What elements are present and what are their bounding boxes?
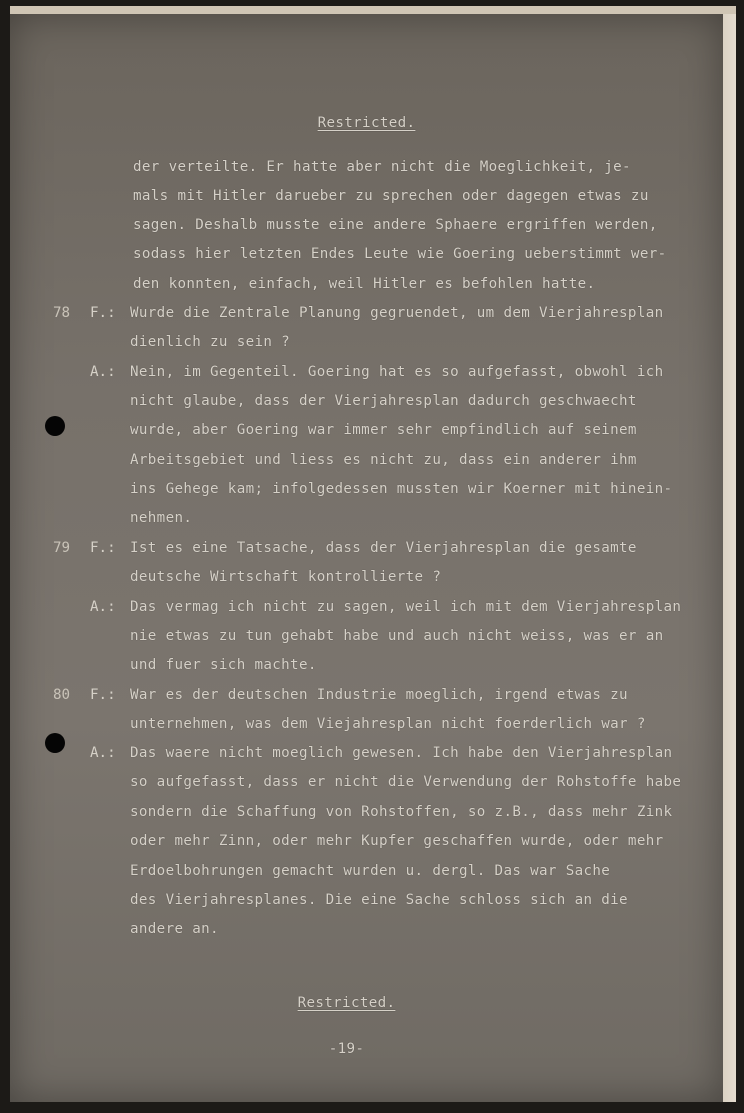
question-number: 79 — [53, 540, 71, 556]
answer-line: Das vermag ich nicht zu sagen, weil ich mit dem Vierjahresplan — [130, 599, 682, 615]
page-number: -19- — [328, 1041, 365, 1057]
question-number: 80 — [53, 687, 71, 703]
question-line: unternehmen, was dem Viejahresplan nicht foerderlich war ? — [130, 716, 646, 732]
question-number: 78 — [53, 305, 71, 321]
intro-line: den konnten, einfach, weil Hitler es befohlen hatte. — [133, 276, 596, 292]
question-line: Ist es eine Tatsache, dass der Vierjahresplan die gesamte — [130, 540, 637, 556]
answer-line: nehmen. — [130, 510, 193, 526]
question-line: dienlich zu sein ? — [130, 334, 291, 350]
answer-line: Nein, im Gegenteil. Goering hat es so aufgefasst, obwohl ich — [130, 364, 664, 380]
intro-line: der verteilte. Er hatte aber nicht die Moeglichkeit, je- — [133, 159, 631, 175]
question-label: F.: — [90, 305, 116, 321]
document-page — [10, 14, 723, 1102]
answer-line: des Vierjahresplanes. Die eine Sache schloss sich an die — [130, 892, 628, 908]
intro-line: mals mit Hitler darueber zu sprechen oder dagegen etwas zu — [133, 188, 649, 204]
question-label: F.: — [90, 540, 116, 556]
answer-line: Das waere nicht moeglich gewesen. Ich habe den Vierjahresplan — [130, 745, 673, 761]
punch-hole — [45, 733, 65, 753]
answer-label: A.: — [90, 745, 116, 761]
footer-restricted: Restricted. — [297, 995, 396, 1011]
question-line: Wurde die Zentrale Planung gegruendet, um dem Vierjahresplan — [130, 305, 664, 321]
intro-line: sagen. Deshalb musste eine andere Sphaere ergriffen werden, — [133, 217, 658, 233]
answer-line: oder mehr Zinn, oder mehr Kupfer geschaffen wurde, oder mehr — [130, 833, 664, 849]
answer-line: nie etwas zu tun gehabt habe und auch nicht weiss, was er an — [130, 628, 664, 644]
question-line: War es der deutschen Industrie moeglich, irgend etwas zu — [130, 687, 628, 703]
intro-line: sodass hier letzten Endes Leute wie Goering ueberstimmt wer- — [133, 246, 667, 262]
answer-line: so aufgefasst, dass er nicht die Verwendung der Rohstoffe habe — [130, 774, 682, 790]
punch-hole — [45, 416, 65, 436]
question-line: deutsche Wirtschaft kontrollierte ? — [130, 569, 442, 585]
answer-label: A.: — [90, 364, 116, 380]
answer-line: nicht glaube, dass der Vierjahresplan dadurch geschwaecht — [130, 393, 637, 409]
header-restricted: Restricted. — [317, 115, 416, 131]
answer-label: A.: — [90, 599, 116, 615]
question-label: F.: — [90, 687, 116, 703]
answer-line: sondern die Schaffung von Rohstoffen, so z.B., dass mehr Zink — [130, 804, 673, 820]
answer-line: wurde, aber Goering war immer sehr empfindlich auf seinem — [130, 422, 637, 438]
answer-line: ins Gehege kam; infolgedessen mussten wir Koerner mit hinein- — [130, 481, 673, 497]
answer-line: andere an. — [130, 921, 219, 937]
answer-line: Arbeitsgebiet und liess es nicht zu, dass ein anderer ihm — [130, 452, 637, 468]
answer-line: und fuer sich machte. — [130, 657, 317, 673]
answer-line: Erdoelbohrungen gemacht wurden u. dergl. Das war Sache — [130, 863, 611, 879]
